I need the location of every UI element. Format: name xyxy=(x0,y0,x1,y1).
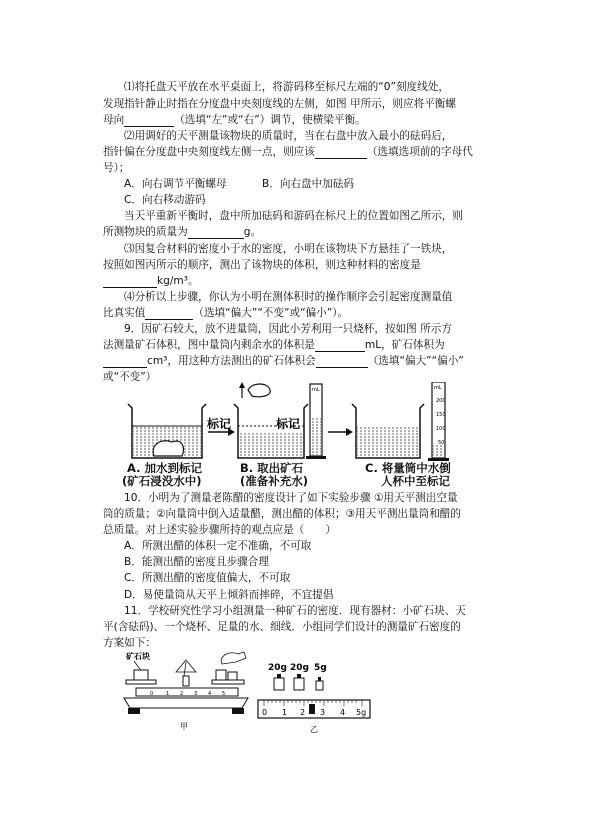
figure-balance xyxy=(122,650,250,732)
answer-blank[interactable] xyxy=(316,356,368,368)
stone-label: 矿石块 xyxy=(126,652,150,661)
caption-c1: C. 将量筒中水倒 xyxy=(365,461,451,475)
option-d: D．易使量筒从天平上倾斜而摔碎，不宜提倡 xyxy=(124,589,334,601)
answer-blank[interactable] xyxy=(124,115,174,127)
caption-a1: A. 加水到标记 xyxy=(127,461,202,475)
text-line: 按照如图丙所示的顺序，测出了该物块的体积，则这种材料的密度是 xyxy=(103,259,421,271)
text-line xyxy=(103,275,199,288)
balance-column xyxy=(183,676,189,686)
left-pan xyxy=(126,680,156,684)
text-line: ⑶因复合材料的密度小于水的密度，小明在该物块下方悬挂了一铁块， xyxy=(124,243,453,255)
arrow-head-icon xyxy=(239,382,245,388)
water-b xyxy=(239,432,303,457)
mark-label-1: 标记 xyxy=(207,417,232,431)
text-line: ⑷分析以上步骤，你认为小明在测体积时的操作顺序会引起密度测量值 xyxy=(124,291,453,303)
option-c: C．所测出醋的密度值偏大，不可取 xyxy=(124,572,291,584)
option-a: A．向右调节平衡螺母 xyxy=(124,178,227,190)
option-a: A．所测出醋的体积一定不准确，不可取 xyxy=(124,540,312,552)
svg-text:1: 1 xyxy=(282,708,288,717)
caption-jia: 甲 xyxy=(180,722,188,731)
svg-text:4: 4 xyxy=(340,708,346,717)
text-line: 号）； xyxy=(103,162,130,174)
text-segment: （选填选项前的字母代 xyxy=(366,146,473,158)
text-segment: （选填“偏大”“偏小” xyxy=(367,355,464,367)
svg-text:2: 2 xyxy=(180,691,184,697)
text-segment: g。 xyxy=(243,226,262,238)
weight-20g-b xyxy=(294,674,304,690)
text-segment: 比真实值 xyxy=(103,307,146,319)
svg-text:5g: 5g xyxy=(356,708,367,717)
text-line xyxy=(103,339,445,352)
base-foot-right xyxy=(232,708,244,714)
text-line: 11．学校研究性学习小组测量一种矿石的密度．现有器材：小矿石块、天 xyxy=(124,605,466,617)
caption-c2: 人杯中至标记 xyxy=(381,474,450,488)
text-segment: 所测物块的质量为 xyxy=(103,226,188,238)
stone-a xyxy=(153,441,183,456)
measuring-cylinder-1 xyxy=(306,384,326,459)
weight-1 xyxy=(216,670,226,680)
answer-blank[interactable] xyxy=(103,276,157,288)
dial xyxy=(176,660,196,672)
text-line xyxy=(103,114,366,127)
weight-5g xyxy=(316,677,323,690)
svg-text:mL: mL xyxy=(312,387,320,393)
answer-blank[interactable] xyxy=(315,147,367,159)
svg-text:2: 2 xyxy=(300,708,306,717)
answer-blank[interactable] xyxy=(145,308,193,320)
svg-text:3: 3 xyxy=(320,708,326,717)
svg-text:5: 5 xyxy=(222,691,226,697)
weight-20g-a xyxy=(274,674,284,690)
water-c xyxy=(357,426,419,457)
text-line: ⑴将托盘天平放在水平桌面上，将游码移至标尺左端的“0”刻度线处， xyxy=(124,81,449,93)
svg-text:mL: mL xyxy=(434,385,442,391)
svg-text:200: 200 xyxy=(436,398,446,404)
text-line: 9．因矿石较大，放不进量筒，因此小芳利用一只烧杯，按如图 所示方 xyxy=(124,323,452,335)
svg-text:100: 100 xyxy=(436,426,446,432)
option-b: B．能测出醋的密度且步骤合理 xyxy=(124,556,269,568)
weight-label-5g: 5g xyxy=(314,663,327,673)
svg-text:0: 0 xyxy=(150,691,154,697)
svg-text:50: 50 xyxy=(438,440,445,446)
weight-2 xyxy=(228,672,237,680)
figure-9-diagram xyxy=(120,382,460,464)
text-segment: 母向 xyxy=(103,114,125,126)
svg-text:150: 150 xyxy=(436,412,446,418)
svg-text:1: 1 xyxy=(166,691,170,697)
svg-text:4: 4 xyxy=(208,691,212,697)
caption-b1: B. 取出矿石 xyxy=(240,461,304,475)
figure-weights-ruler xyxy=(254,660,374,736)
option-c: C．向右移动游码 xyxy=(124,194,206,206)
answer-blank[interactable] xyxy=(188,227,244,239)
base-foot-left xyxy=(128,708,140,714)
rider xyxy=(309,704,315,714)
caption-a2: (矿石浸没水中) xyxy=(122,474,202,488)
text-line: 筒的质量；②向量筒中倒入适量醋，测出醋的体积；③用天平测出量筒和醋的 xyxy=(103,508,461,520)
text-line: 当天平重新平衡时，盘中所加砝码和游码在标尺上的位置如图乙所示，则 xyxy=(124,210,463,222)
text-segment: cm³，用这种方法测出的矿石体积会 xyxy=(147,355,316,367)
text-segment: （选填“左”或“右”）调节，使横梁平衡。 xyxy=(174,114,366,126)
text-segment: （选填“偏大”“不变”或“偏小”）。 xyxy=(193,307,349,319)
text-line: ⑵用调好的天平测量该物块的质量时，当在右盘中放入最小的砝码后， xyxy=(124,130,453,142)
mark-label-2: 标记 xyxy=(276,417,301,431)
text-line: 或“不变”） xyxy=(103,371,157,383)
measuring-cylinder-2 xyxy=(428,382,449,461)
svg-text:3: 3 xyxy=(194,691,198,697)
text-segment: mL，矿石体积为 xyxy=(364,339,445,351)
right-pan xyxy=(212,680,244,684)
text-segment: 法测量矿石体积，图中量筒内剩余水的体积是 xyxy=(103,339,315,351)
balance-base xyxy=(124,698,248,708)
text-line: 平(含砝码)、一个烧杯、足量的水、细线．小组同学们设计的测量矿石密度的 xyxy=(103,621,461,633)
caption-yi: 乙 xyxy=(310,725,318,734)
weight-label-20g: 20g xyxy=(268,663,287,673)
text-segment: kg/m³。 xyxy=(157,275,199,287)
text-line: 10．小明为了测量老陈醋的密度设计了如下实验步骤 ①用天平测出空量 xyxy=(124,492,458,504)
text-line xyxy=(103,226,261,239)
arrow-head-icon xyxy=(346,428,353,436)
option-b: B．向右盘中加砝码 xyxy=(262,178,355,190)
hand-icon xyxy=(221,652,246,664)
caption-b2: (准备补充水) xyxy=(240,474,309,488)
svg-text:0: 0 xyxy=(262,708,268,717)
stone-block xyxy=(134,670,148,680)
text-line: 发现指针静止时指在分度盘中央刻度线的左侧，如图 甲所示，则应将平衡螺 xyxy=(103,98,456,110)
answer-blank[interactable] xyxy=(315,340,365,352)
text-line: 方案如下： xyxy=(103,637,156,649)
stone-b xyxy=(248,384,270,397)
text-segment: 指针偏在分度盘中央刻度线左侧一点，则应该 xyxy=(103,146,315,158)
text-line xyxy=(103,146,473,159)
text-line xyxy=(103,307,348,320)
text-line: 总质量。对上述实验步骤所持的观点应是（ ） xyxy=(103,524,337,536)
weight-label-20g-2: 20g xyxy=(290,663,309,673)
text-line xyxy=(103,355,464,368)
answer-blank[interactable] xyxy=(103,356,147,368)
